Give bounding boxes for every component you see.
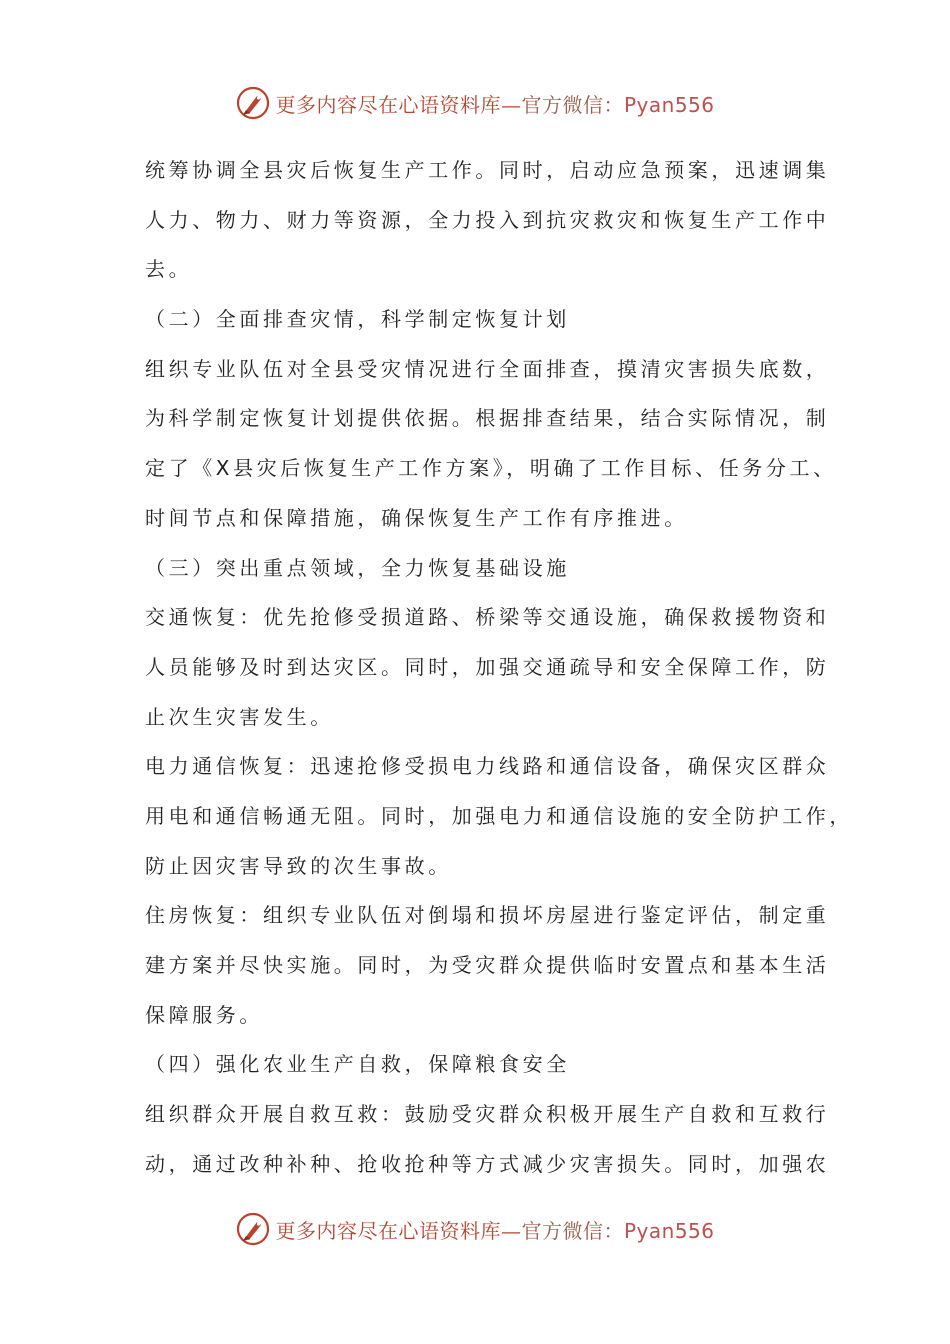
body-line: 定了《X县灾后恢复生产工作方案》，明确了工作目标、任务分工、 — [145, 456, 837, 481]
body-line: 人力、物力、财力等资源，全力投入到抗灾救灾和恢复生产工作中 — [145, 207, 830, 232]
pen-nib-seal-icon — [235, 1211, 271, 1247]
body-line: 电力通信恢复：迅速抢修受损电力线路和通信设备，确保灾区群众 — [145, 754, 830, 779]
watermark-brand: 更多内容尽在心语资料库 — [275, 1218, 501, 1243]
body-line: 为科学制定恢复计划提供依据。根据排查结果，结合实际情况，制 — [145, 406, 830, 431]
section-heading: （四）强化农业生产自救，保障粮食安全 — [145, 1052, 570, 1077]
pen-nib-seal-icon — [235, 85, 271, 121]
watermark-text — [275, 89, 714, 118]
footer-watermark — [0, 1207, 950, 1251]
body-line: 止次生灾害发生。 — [145, 704, 334, 729]
body-line: 动，通过改种补种、抢收抢种等方式减少灾害损失。同时，加强农 — [145, 1151, 830, 1176]
body-line: 去。 — [145, 257, 193, 282]
body-line: 组织专业队伍对全县受灾情况进行全面排查，摸清灾害损失底数， — [145, 356, 830, 381]
section-heading: （三）突出重点领域，全力恢复基础设施 — [145, 555, 570, 580]
body-line: 建方案并尽快实施。同时，为受灾群众提供临时安置点和基本生活 — [145, 953, 830, 977]
watermark-wechat-id: Pyan556 — [623, 92, 715, 117]
body-line: 人员能够及时到达灾区。同时，加强交通疏导和安全保障工作，防 — [145, 654, 830, 679]
watermark-label: 官方微信： — [521, 1218, 624, 1243]
body-line: 统筹协调全县灾后恢复生产工作。同时，启动应急预案，迅速调集 — [145, 158, 830, 182]
document-body — [145, 146, 853, 1189]
body-line: 住房恢复：组织专业队伍对倒塌和损坏房屋进行鉴定评估，制定重 — [145, 903, 830, 928]
body-line: 用电和通信畅通无阻。同时，加强电力和通信设施的安全防护工作， — [145, 803, 853, 828]
watermark-dash: — — [500, 1218, 522, 1243]
watermark-label: 官方微信： — [521, 92, 624, 117]
body-line: 组织群众开展自救互救：鼓励受灾群众积极开展生产自救和互救行 — [145, 1102, 830, 1127]
watermark-dash: — — [500, 92, 522, 117]
section-heading: （二）全面排查灾情，科学制定恢复计划 — [145, 307, 570, 332]
body-line: 时间节点和保障措施，确保恢复生产工作有序推进。 — [145, 505, 688, 530]
header-watermark — [0, 81, 950, 125]
body-line: 防止因灾害导致的次生事故。 — [145, 853, 452, 878]
watermark-wechat-id: Pyan556 — [623, 1218, 715, 1243]
body-line: 保障服务。 — [145, 1002, 263, 1027]
watermark-brand: 更多内容尽在心语资料库 — [275, 92, 501, 117]
body-line: 交通恢复：优先抢修受损道路、桥梁等交通设施，确保救援物资和 — [145, 605, 830, 630]
watermark-text — [275, 1215, 714, 1244]
